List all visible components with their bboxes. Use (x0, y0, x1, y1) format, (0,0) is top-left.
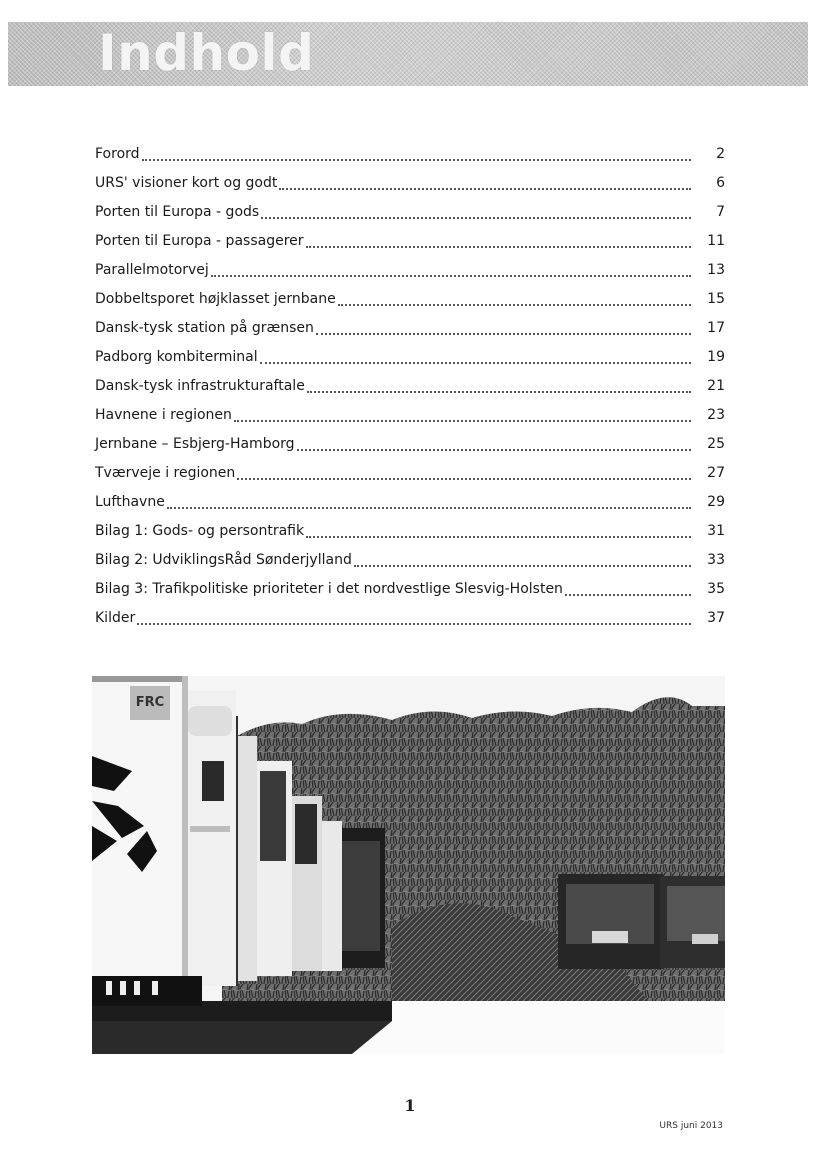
toc-entry[interactable] (95, 430, 725, 459)
toc-dot-leader (261, 217, 691, 219)
toc-entry[interactable] (95, 459, 725, 488)
toc-entry-label: Bilag 3: Trafikpolitiske prioriteter i det nordvestlige Slesvig-Holsten (95, 581, 563, 597)
trailers-photo (92, 676, 725, 1054)
toc-entry-page: 13 (707, 262, 725, 278)
toc-entry-page: 19 (707, 349, 725, 365)
toc-entry-label: Lufthavne (95, 494, 165, 510)
toc-dot-leader (237, 478, 691, 480)
toc-dot-leader (354, 565, 691, 567)
toc-entry[interactable] (95, 314, 725, 343)
toc-dot-leader (565, 594, 691, 596)
toc-dot-leader (279, 188, 691, 190)
page-title: Indhold (98, 24, 315, 82)
toc-entry[interactable] (95, 227, 725, 256)
toc-entry[interactable] (95, 488, 725, 517)
toc-entry-label: Forord (95, 146, 140, 162)
toc-entry-page: 37 (707, 610, 725, 626)
toc-entry[interactable] (95, 401, 725, 430)
toc-entry[interactable] (95, 169, 725, 198)
toc-entry-label: Bilag 2: UdviklingsRåd Sønderjylland (95, 552, 352, 568)
toc-entry-label: Padborg kombiterminal (95, 349, 258, 365)
toc-entry-page: 6 (716, 175, 725, 191)
trailers-photo-image (92, 676, 725, 1054)
toc-entry[interactable] (95, 372, 725, 401)
toc-entry-page: 2 (716, 146, 725, 162)
toc-entry-label: Kilder (95, 610, 136, 626)
toc-entry[interactable] (95, 575, 725, 604)
toc-entry-page: 29 (707, 494, 725, 510)
toc-entry[interactable] (95, 604, 725, 633)
toc-dot-leader (260, 362, 691, 364)
toc-entry[interactable] (95, 343, 725, 372)
toc-dot-leader (297, 449, 691, 451)
toc-entry-page: 25 (707, 436, 725, 452)
header-bar (8, 22, 808, 86)
table-of-contents (95, 140, 725, 633)
toc-dot-leader (316, 333, 691, 335)
toc-entry-label: Parallelmotorvej (95, 262, 209, 278)
toc-entry-page: 27 (707, 465, 725, 481)
page-number: 1 (404, 1096, 416, 1115)
toc-entry[interactable] (95, 198, 725, 227)
toc-entry-label: Tværveje i regionen (95, 465, 236, 481)
toc-entry-page: 31 (707, 523, 725, 539)
toc-entry-page: 11 (707, 233, 725, 249)
toc-entry-page: 7 (716, 204, 725, 220)
toc-entry-label: Porten til Europa - gods (95, 204, 260, 220)
toc-entry-label: Bilag 1: Gods- og persontrafik (95, 523, 305, 539)
toc-entry-page: 17 (707, 320, 725, 336)
toc-entry[interactable] (95, 140, 725, 169)
toc-dot-leader (142, 159, 691, 161)
toc-entry-page: 15 (707, 291, 725, 307)
toc-entry-label: Jernbane – Esbjerg-Hamborg (95, 436, 295, 452)
toc-entry-label: Porten til Europa - passagerer (95, 233, 304, 249)
toc-entry-label: Dansk-tysk station på grænsen (95, 320, 314, 336)
footer-note: URS juni 2013 (659, 1121, 723, 1131)
toc-dot-leader (307, 391, 691, 393)
toc-dot-leader (234, 420, 691, 422)
toc-entry[interactable] (95, 517, 725, 546)
toc-entry[interactable] (95, 546, 725, 575)
toc-entry-label: Havnene i regionen (95, 407, 232, 423)
trailer-marking-text: FRC (135, 695, 165, 710)
toc-dot-leader (211, 275, 691, 277)
toc-dot-leader (338, 304, 691, 306)
toc-entry-label: URS' visioner kort og godt (95, 175, 278, 191)
toc-entry[interactable] (95, 285, 725, 314)
toc-entry-label: Dansk-tysk infrastrukturaftale (95, 378, 305, 394)
toc-dot-leader (137, 623, 691, 625)
toc-entry-page: 35 (707, 581, 725, 597)
toc-dot-leader (306, 246, 691, 248)
toc-dot-leader (167, 507, 691, 509)
toc-entry-page: 23 (707, 407, 725, 423)
toc-dot-leader (306, 536, 691, 538)
toc-entry-page: 33 (707, 552, 725, 568)
toc-entry-page: 21 (707, 378, 725, 394)
toc-entry-label: Dobbeltsporet højklasset jernbane (95, 291, 336, 307)
toc-entry[interactable] (95, 256, 725, 285)
